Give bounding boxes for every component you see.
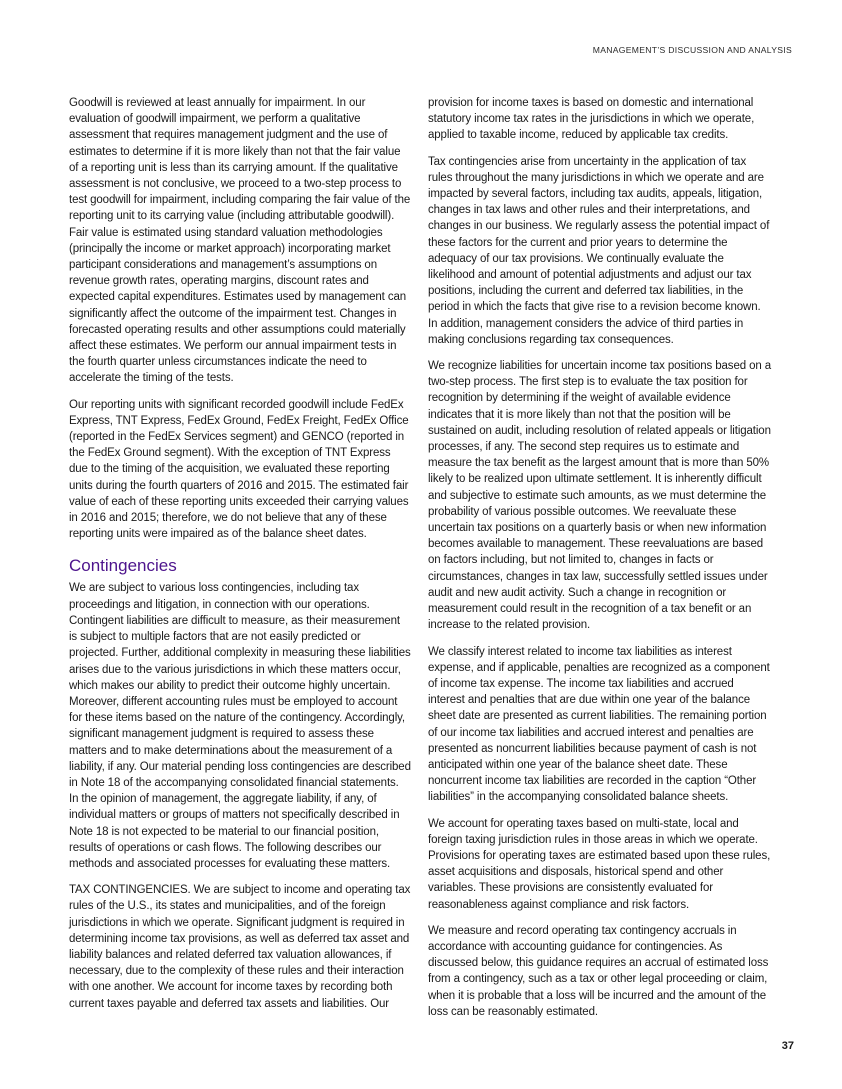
paragraph-operating-taxes: We account for operating taxes based on multi-state, local and foreign taxing jurisdiction rules in those areas in which we operate. Provisions for operating taxes are estimated based upon these rules, asset acquisitions and disposals, historical spend and other variables. These provisions are consistently evaluated for reasonableness against compliance and risk factors. <box>428 817 771 911</box>
paragraph-loss-contingencies: We are subject to various loss contingencies, including tax proceedings and litigation, in connection with our operations. Contingent liabilities are difficult to measure, as their measurement is subject to multiple factors that are not easily predicted or projected. Further, additional complexity in measuring these liabilities arises due to the various jurisdictions in which these matters occur, which makes our ability to predict their outcome highly uncertain. Moreover, different accounting rules must be employed to account for these items based on the nature of the contingency. Accordingly, significant management judgment is required to assess these matters and to make determinations about the measurement of a liability, if any. Our material pending loss contingencies are described in Note 18 of the accompanying consolidated financial statements. In the opinion of management, the aggregate liability, if any, of individual matters or groups of matters not specifically described in Note 18 is not expected to be material to our financial position, results of operations or cash flows. The following describes our methods and associated processes for evaluating these matters. <box>69 582 411 870</box>
paragraph-reporting-units: Our reporting units with significant recorded goodwill include FedEx Express, TNT Express, FedEx Ground, FedEx Freight, FedEx Office (reported in the FedEx Services segment) and GENCO (reported in the FedEx Ground segment). With the exception of TNT Express due to the timing of the acquisition, we evaluated these reporting units during the fourth quarters of 2016 and 2015. The estimated fair value of each of these reporting units exceeded their carrying values in 2016 and 2015; therefore, we do not believe that any of these reporting units were impaired as of the balance sheet dates. <box>69 398 409 541</box>
right-column <box>428 95 772 1030</box>
paragraph-uncertain-positions: We recognize liabilities for uncertain income tax positions based on a two-step process. The first step is to evaluate the tax position for recognition by determining if the weight of available evidence indicates that it is more likely than not that the position will be sustained on audit, including resolution of related appeals or litigation processes, if any. The second step requires us to estimate and measure the tax benefit as the largest amount that is more than 50% likely to be realized upon ultimate settlement. It is inherently difficult and subjective to estimate such amounts, as we must determine the probability of various possible outcomes. We reevaluate these uncertain tax positions on a quarterly basis or when new information becomes available to management. These reevaluations are based on factors including, but not limited to, changes in facts or circumstances, changes in tax law, successfully settled issues under audit and new audit activity. Such a change in recognition or measurement could result in the recognition of a tax benefit or an increase to the related provision. <box>428 360 771 632</box>
paragraph-tax-uncertainty: Tax contingencies arise from uncertainty in the application of tax rules throughout the many jurisdictions in which we operate and are impacted by several factors, including tax audits, appeals, litigation, changes in tax laws and other rules and their interpretations, and changes in our business. We regularly assess the potential impact of these factors for the current and prior years to determine the adequacy of our tax provisions. We continually evaluate the likelihood and amount of potential adjustments and adjust our tax positions, including the current and deferred tax liabilities, in the period in which the facts that give rise to a revision become known. In addition, management considers the advice of third parties in making conclusions regarding tax consequences. <box>428 155 770 346</box>
left-column <box>69 95 411 1022</box>
page-number: 37 <box>781 1040 794 1052</box>
section-heading-contingencies: Contingencies <box>69 556 177 576</box>
paragraph-income-tax-provision: provision for income taxes is based on domestic and international statutory income tax rates in the jurisdictions in which we operate, applied to taxable income, reduced by applicable tax credits. <box>428 97 755 142</box>
running-header: MANAGEMENT’S DISCUSSION AND ANALYSIS <box>592 45 792 55</box>
paragraph-contingency-accruals: We measure and record operating tax contingency accruals in accordance with accounting guidance for contingencies. As discussed below, this guidance requires an accrual of estimated loss from a contingency, such as a tax or other legal proceeding or claim, when it is probable that a loss will be incurred and the amount of the loss can be reasonably estimated. <box>428 924 769 1018</box>
paragraph-goodwill-review: Goodwill is reviewed at least annually for impairment. In our evaluation of goodwill impairment, we perform a qualitative assessment that requires management judgment and the use of estimates to determine if it is more likely than not that the fair value of a reporting unit is less than its carrying amount. If the qualitative assessment is not conclusive, we proceed to a two-step process to test goodwill for impairment, including comparing the fair value of the reporting unit to its carrying value (including attributable goodwill). Fair value is estimated using standard valuation methodologies (principally the income or market approach) incorporating market participant considerations and management’s assumptions on revenue growth rates, operating margins, discount rates and expected capital expenditures. Estimates used by management can significantly affect the outcome of the impairment test. Changes in forecasted operating results and other assumptions could materially affect these estimates. We perform our annual impairment tests in the fourth quarter unless circumstances indicate the need to accelerate the timing of the tests. <box>69 97 411 385</box>
paragraph-interest-classification: We classify interest related to income tax liabilities as interest expense, and if applicable, penalties are recognized as a component of income tax expense. The income tax liabilities and accrued interest and penalties that are due within one year of the balance sheet date are presented as current liabilities. The remaining portion of our income tax liabilities and accrued interest and penalties are presented as noncurrent liabilities because payment of cash is not anticipated within one year of the balance sheet date. These noncurrent income tax liabilities are recorded in the caption “Other liabilities” in the accompanying consolidated balance sheets. <box>428 645 770 804</box>
paragraph-tax-contingencies: TAX CONTINGENCIES. We are subject to income and operating tax rules of the U.S., its states and municipalities, and of the foreign jurisdictions in which we operate. Significant judgment is required in determining income tax provisions, as well as deferred tax asset and liability balances and related deferred tax valuation allowances, if necessary, due to the complexity of these rules and their interaction with one another. We account for income taxes by recording both current taxes payable and deferred tax assets and liabilities. Our <box>69 884 411 1010</box>
